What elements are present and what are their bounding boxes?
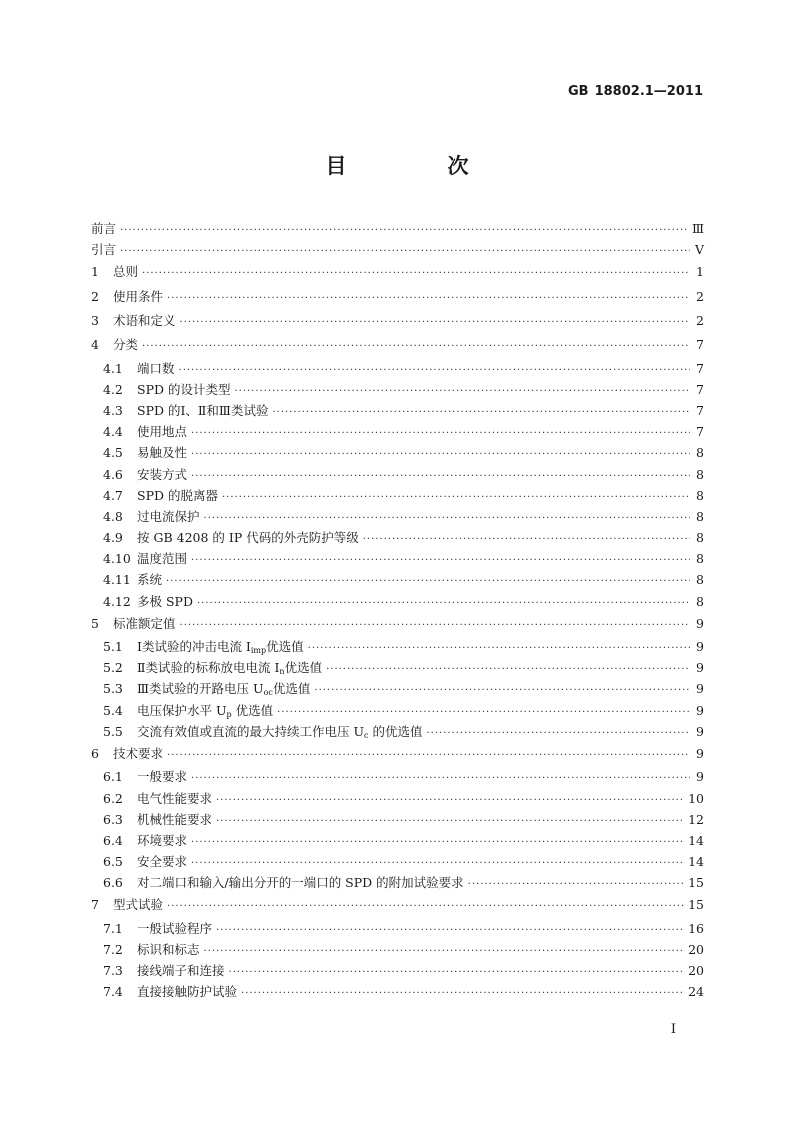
toc-leader-dots [191, 550, 690, 571]
toc-entry-title: 环境要求 [137, 832, 188, 848]
toc-entry-title: 电气性能要求 [137, 790, 213, 806]
toc-entry-title [137, 721, 422, 746]
toc-entry-title-text: Ⅱ类试验的标称放电电流 I [137, 660, 280, 676]
toc-entry[interactable] [91, 379, 704, 400]
toc-entry-number: 4.11 [103, 572, 131, 588]
toc-entry-number: 5.5 [103, 723, 123, 739]
toc-leader-dots [216, 920, 684, 941]
toc-entry[interactable] [91, 285, 704, 309]
toc-entry-page: 16 [688, 920, 704, 936]
standard-code [568, 84, 703, 99]
toc-leader-dots [234, 381, 690, 402]
toc-entry-number: 4.7 [103, 487, 123, 503]
toc-entry-title: 分类 [113, 337, 139, 353]
toc-entry-page: 9 [696, 746, 704, 762]
toc-entry-page: 9 [696, 660, 704, 676]
toc-entry-page: 8 [696, 551, 704, 567]
toc-entry[interactable] [91, 358, 704, 379]
toc-leader-dots [191, 853, 684, 874]
toc-leader-dots [241, 983, 684, 1004]
toc-entry-number: 5.2 [103, 660, 123, 676]
toc-entry[interactable] [91, 333, 704, 357]
toc-entry-number: 2 [91, 288, 99, 304]
toc-entry-title-suffix: 优选值 [284, 660, 323, 676]
toc-entry-page: 9 [696, 769, 704, 785]
toc-leader-dots [167, 287, 690, 311]
toc-entry-title: 直接接触防护试验 [137, 984, 238, 1000]
toc-entry-page: 9 [696, 723, 704, 739]
toc-entry-title: 引言 [91, 242, 117, 258]
toc-entry-title-suffix: 优选值 [231, 702, 274, 718]
toc-entry-subscript: p [226, 709, 232, 719]
toc-entry-number: 4.5 [103, 445, 123, 461]
toc-leader-dots [272, 402, 690, 423]
toc-leader-dots [191, 768, 690, 789]
toc-entry-page: 14 [688, 854, 704, 870]
toc-entry[interactable] [91, 742, 704, 766]
toc-entry-number: 7.2 [103, 941, 123, 957]
toc-leader-dots [222, 487, 690, 508]
toc-leader-dots [363, 529, 690, 550]
toc-entry-page: 20 [688, 941, 704, 957]
toc-entry[interactable] [91, 657, 704, 678]
toc-entry-number: 7 [91, 897, 99, 913]
toc-entry-page: 7 [696, 424, 704, 440]
toc-leader-dots [179, 360, 690, 381]
toc-leader-dots [468, 874, 684, 895]
toc-entry-title: 按 GB 4208 的 IP 代码的外壳防护等级 [137, 530, 359, 546]
toc-entry[interactable] [91, 569, 704, 590]
toc-entry-number: 4.4 [103, 424, 123, 440]
toc-entry-title: 接线端子和连接 [137, 963, 225, 979]
toc-entry[interactable] [91, 851, 704, 872]
toc-entry-page: 1 [696, 264, 704, 280]
toc-entry[interactable] [91, 700, 704, 721]
toc-entry-number: 5.1 [103, 639, 123, 655]
toc-entry-title: 温度范围 [137, 551, 188, 567]
toc-entry[interactable] [91, 309, 704, 333]
toc-entry-number: 6 [91, 746, 99, 762]
toc-entry-number: 7.3 [103, 963, 123, 979]
toc-entry[interactable] [91, 464, 704, 485]
toc-entry-page: 8 [696, 487, 704, 503]
toc-leader-dots [308, 638, 690, 659]
toc-entry-page: 8 [696, 466, 704, 482]
toc-entry-title: 易触及性 [137, 445, 188, 461]
toc-entry-number: 4 [91, 337, 99, 353]
toc-entry-number: 4.3 [103, 402, 123, 418]
toc-entry-number: 4.8 [103, 508, 123, 524]
toc-entry-title: SPD 的设计类型 [137, 381, 231, 397]
toc-entry-number: 4.6 [103, 466, 123, 482]
toc-entry-title: 安装方式 [137, 466, 188, 482]
toc-entry-number: 3 [91, 312, 99, 328]
toc-entry[interactable] [91, 918, 704, 939]
toc-entry-number: 7.1 [103, 920, 123, 936]
toc-entry-page: Ⅲ [691, 221, 704, 236]
toc-entry-page: 8 [696, 445, 704, 461]
table-of-contents [91, 218, 704, 1003]
toc-entry-page: 20 [688, 963, 704, 979]
toc-entry-title: 端口数 [137, 360, 175, 376]
toc-entry-title-text: Ⅲ类试验的开路电压 U [137, 681, 264, 697]
toc-leader-dots [191, 423, 690, 444]
toc-entry-title: 系统 [137, 572, 163, 588]
toc-leader-dots [166, 571, 690, 592]
toc-leader-dots [204, 941, 685, 962]
toc-entry-title: 安全要求 [137, 854, 188, 870]
toc-entry[interactable] [91, 678, 704, 699]
toc-entry-title: 使用条件 [113, 288, 164, 304]
toc-leader-dots [142, 262, 690, 286]
toc-leader-dots [216, 790, 684, 811]
toc-entry-subscript: oc [263, 688, 273, 698]
toc-entry-number: 6.1 [103, 769, 123, 785]
toc-entry[interactable] [91, 788, 704, 809]
toc-leader-dots [326, 659, 690, 680]
toc-leader-dots [191, 832, 684, 853]
toc-entry[interactable] [91, 960, 704, 981]
toc-entry-title: 多极 SPD [137, 593, 193, 609]
toc-entry[interactable] [91, 612, 704, 636]
toc-entry-title-suffix: 优选值 [272, 681, 311, 697]
toc-entry-number: 1 [91, 264, 99, 280]
toc-entry-title: 术语和定义 [113, 312, 176, 328]
toc-entry[interactable] [91, 636, 704, 657]
toc-entry-page: 8 [696, 593, 704, 609]
toc-leader-dots [191, 466, 690, 487]
toc-entry-title-suffix: 的优选值 [368, 723, 423, 739]
toc-entry-number: 4.10 [103, 551, 131, 567]
toc-leader-dots [426, 723, 690, 744]
toc-entry-page: 8 [696, 508, 704, 524]
toc-entry[interactable] [91, 830, 704, 851]
toc-entry-page: 10 [688, 790, 704, 806]
toc-entry-title-text: 电压保护水平 U [137, 702, 227, 718]
toc-entry-number: 4.12 [103, 593, 131, 609]
toc-entry-number: 5.4 [103, 702, 123, 718]
toc-leader-dots [191, 444, 690, 465]
toc-entry-title: 机械性能要求 [137, 811, 213, 827]
toc-entry-page: 7 [696, 402, 704, 418]
toc-entry-title-text: Ⅰ类试验的冲击电流 I [137, 639, 251, 655]
toc-entry[interactable] [91, 485, 704, 506]
toc-entry[interactable] [91, 506, 704, 527]
page-title: 目 次 [325, 153, 509, 178]
toc-leader-dots [167, 895, 684, 919]
toc-entry-page: Ⅴ [694, 242, 704, 258]
standard-prefix: GB [568, 84, 589, 99]
toc-entry[interactable] [91, 809, 704, 830]
toc-entry[interactable] [91, 981, 704, 1002]
toc-entry-number: 6.2 [103, 790, 123, 806]
toc-entry[interactable] [91, 721, 704, 742]
toc-entry-page: 14 [688, 832, 704, 848]
toc-entry-number: 4.9 [103, 530, 123, 546]
toc-entry-page: 2 [696, 312, 704, 328]
toc-entry[interactable] [91, 872, 704, 893]
toc-leader-dots [142, 335, 690, 359]
toc-entry[interactable] [91, 766, 704, 787]
toc-entry-page: 24 [688, 984, 704, 1000]
toc-entry-subscript: n [279, 667, 285, 677]
toc-entry-title-suffix: 优选值 [266, 639, 304, 655]
toc-entry[interactable] [91, 527, 704, 548]
toc-entry-number: 6.5 [103, 854, 123, 870]
toc-entry-title-text: 交流有效值或直流的最大持续工作电压 U [137, 723, 365, 739]
toc-entry-title: SPD 的脱离器 [137, 487, 218, 503]
toc-entry-number: 6.6 [103, 875, 123, 891]
standard-number: 18802.1—2011 [594, 84, 703, 99]
toc-entry-title: 使用地点 [137, 424, 188, 440]
toc-leader-dots [197, 593, 690, 614]
toc-entry[interactable] [91, 893, 704, 917]
toc-leader-dots [120, 220, 688, 241]
toc-entry-page: 9 [696, 615, 704, 631]
toc-leader-dots [180, 614, 690, 638]
toc-entry-page: 15 [688, 897, 704, 913]
toc-entry-page: 8 [696, 572, 704, 588]
toc-entry-number: 4.2 [103, 381, 123, 397]
toc-entry-page: 12 [688, 811, 704, 827]
toc-entry-title: 技术要求 [113, 746, 164, 762]
toc-entry[interactable] [91, 239, 704, 260]
toc-leader-dots [314, 680, 690, 701]
toc-entry-title: 一般要求 [137, 769, 188, 785]
toc-entry[interactable] [91, 548, 704, 569]
toc-entry-page: 8 [696, 530, 704, 546]
toc-entry[interactable] [91, 939, 704, 960]
toc-entry[interactable] [91, 591, 704, 612]
toc-entry-page: 9 [696, 639, 704, 655]
toc-entry-subscript: c [364, 730, 369, 740]
toc-entry-number: 5.3 [103, 681, 123, 697]
toc-entry-title: 过电流保护 [137, 508, 200, 524]
footer-page-number: Ⅰ [670, 1022, 676, 1037]
toc-entry[interactable] [91, 260, 704, 284]
toc-entry-subscript: imp [250, 646, 267, 656]
toc-entry-page: 9 [696, 681, 704, 697]
toc-entry[interactable] [91, 218, 704, 239]
toc-entry-title: 总则 [113, 264, 139, 280]
toc-entry-title: 一般试验程序 [137, 920, 213, 936]
toc-leader-dots [229, 962, 685, 983]
toc-entry-number: 7.4 [103, 984, 123, 1000]
toc-entry-page: 15 [688, 875, 704, 891]
toc-leader-dots [120, 241, 690, 262]
toc-entry-title: 前言 [91, 221, 117, 236]
toc-leader-dots [216, 811, 684, 832]
toc-entry-title: SPD 的Ⅰ、Ⅱ和Ⅲ类试验 [137, 402, 269, 418]
toc-leader-dots [167, 744, 690, 768]
toc-entry-title: 标准额定值 [113, 615, 176, 631]
toc-entry-number: 6.3 [103, 811, 123, 827]
toc-leader-dots [180, 311, 690, 335]
toc-entry-title: 标识和标志 [137, 941, 200, 957]
toc-entry-page: 7 [696, 381, 704, 397]
toc-entry-number: 5 [91, 615, 99, 631]
toc-entry-title: 型式试验 [113, 897, 164, 913]
toc-entry-number: 6.4 [103, 832, 123, 848]
toc-entry-page: 7 [696, 360, 704, 376]
toc-entry-page: 2 [696, 288, 704, 304]
toc-leader-dots [204, 508, 690, 529]
toc-entry[interactable] [91, 421, 704, 442]
toc-entry-page: 9 [696, 702, 704, 718]
toc-entry-page: 7 [696, 337, 704, 353]
toc-entry[interactable] [91, 442, 704, 463]
toc-leader-dots [277, 702, 690, 723]
toc-entry-title: 对二端口和输入/输出分开的一端口的 SPD 的附加试验要求 [137, 875, 464, 891]
toc-entry[interactable] [91, 400, 704, 421]
toc-entry-number: 4.1 [103, 360, 123, 376]
